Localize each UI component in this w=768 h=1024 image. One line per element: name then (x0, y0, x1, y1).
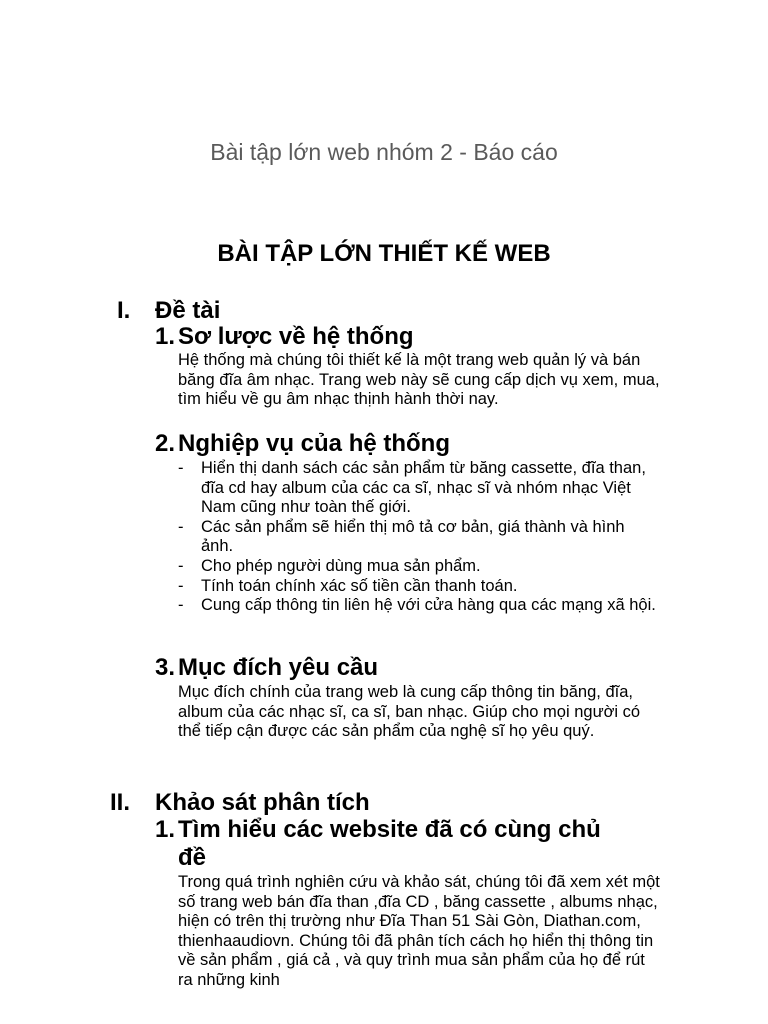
paragraph-overview: Hệ thống mà chúng tôi thiết kế là một trang web quản lý và bán băng đĩa âm nhạc. Trang web này sẽ cung cấp dịch vụ xem, mua, tìm hiểu về gu âm nhạc thịnh hành thời nay. (178, 351, 660, 409)
subsection-title: Nghiệp vụ của hệ thống (178, 430, 451, 457)
subsection-number: 3. (155, 654, 176, 681)
subsection-title: Mục đích yêu cầu (178, 654, 379, 681)
subsection-heading-2-1 (155, 816, 635, 872)
subsection-title: Sơ lược về hệ thống (178, 323, 414, 350)
section-numeral: I. (117, 297, 131, 324)
subsection-heading-1-3 (155, 654, 675, 682)
bullet-dash: - (178, 459, 184, 477)
list-item (178, 557, 658, 577)
list-item-text: Tính toán chính xác số tiền cần thanh toán. (201, 576, 518, 595)
section-numeral: II. (110, 789, 131, 816)
business-bullet-list (178, 459, 658, 616)
section-title: Đề tài (155, 297, 221, 324)
paragraph-survey: Trong quá trình nghiên cứu và khảo sát, chúng tôi đã xem xét một số trang web bán đĩa than ,đĩa CD , băng cassette , albums nhạc, hiện có trên thị trường như Đĩa Than 51 Sài Gòn, Diathan.com, thienhaaudiovn. Chúng tôi đã phân tích cách họ hiển thị thông tin về sản phẩm , giá cả , và quy trình mua sản phẩm của họ để rút ra những kinh (178, 873, 660, 989)
list-item (178, 596, 658, 616)
document-header: Bài tập lớn web nhóm 2 - Báo cáo (210, 139, 558, 165)
subsection-number: 2. (155, 430, 176, 457)
bullet-dash: - (178, 556, 184, 575)
list-item (178, 577, 658, 597)
subsection-heading-1-2 (155, 430, 675, 458)
bullet-dash: - (178, 596, 184, 615)
subsection-number: 1. (155, 816, 176, 843)
list-item (178, 518, 658, 557)
bullet-dash: - (178, 576, 184, 595)
bullet-dash: - (178, 517, 184, 536)
subsection-number: 1. (155, 323, 176, 350)
list-item (178, 459, 658, 518)
document-title: BÀI TẬP LỚN THIẾT KẾ WEB (217, 240, 551, 267)
subsection-title: Tìm hiểu các website đã có cùng chủ đề (178, 816, 601, 871)
section-title: Khảo sát phân tích (155, 789, 370, 816)
list-item-text: Hiển thị danh sách các sản phẩm từ băng cassette, đĩa than, đĩa cd hay album của các ca sĩ, nhạc sĩ và nhóm nhạc Việt Nam cũng như toàn thế giới. (201, 459, 646, 517)
list-item-text: Các sản phẩm sẽ hiển thị mô tả cơ bản, giá thành và hình ảnh. (201, 517, 625, 556)
list-item-text: Cho phép người dùng mua sản phẩm. (201, 556, 481, 575)
paragraph-purpose: Mục đích chính của trang web là cung cấp thông tin băng, đĩa, album của các nhạc sĩ, ca sĩ, ban nhạc. Giúp cho mọi người có thể tiếp cận được các sản phẩm của nghệ sĩ họ yêu quý. (178, 683, 641, 741)
subsection-heading-1-1 (155, 323, 675, 351)
list-item-text: Cung cấp thông tin liên hệ với cửa hàng qua các mạng xã hội. (201, 596, 656, 615)
